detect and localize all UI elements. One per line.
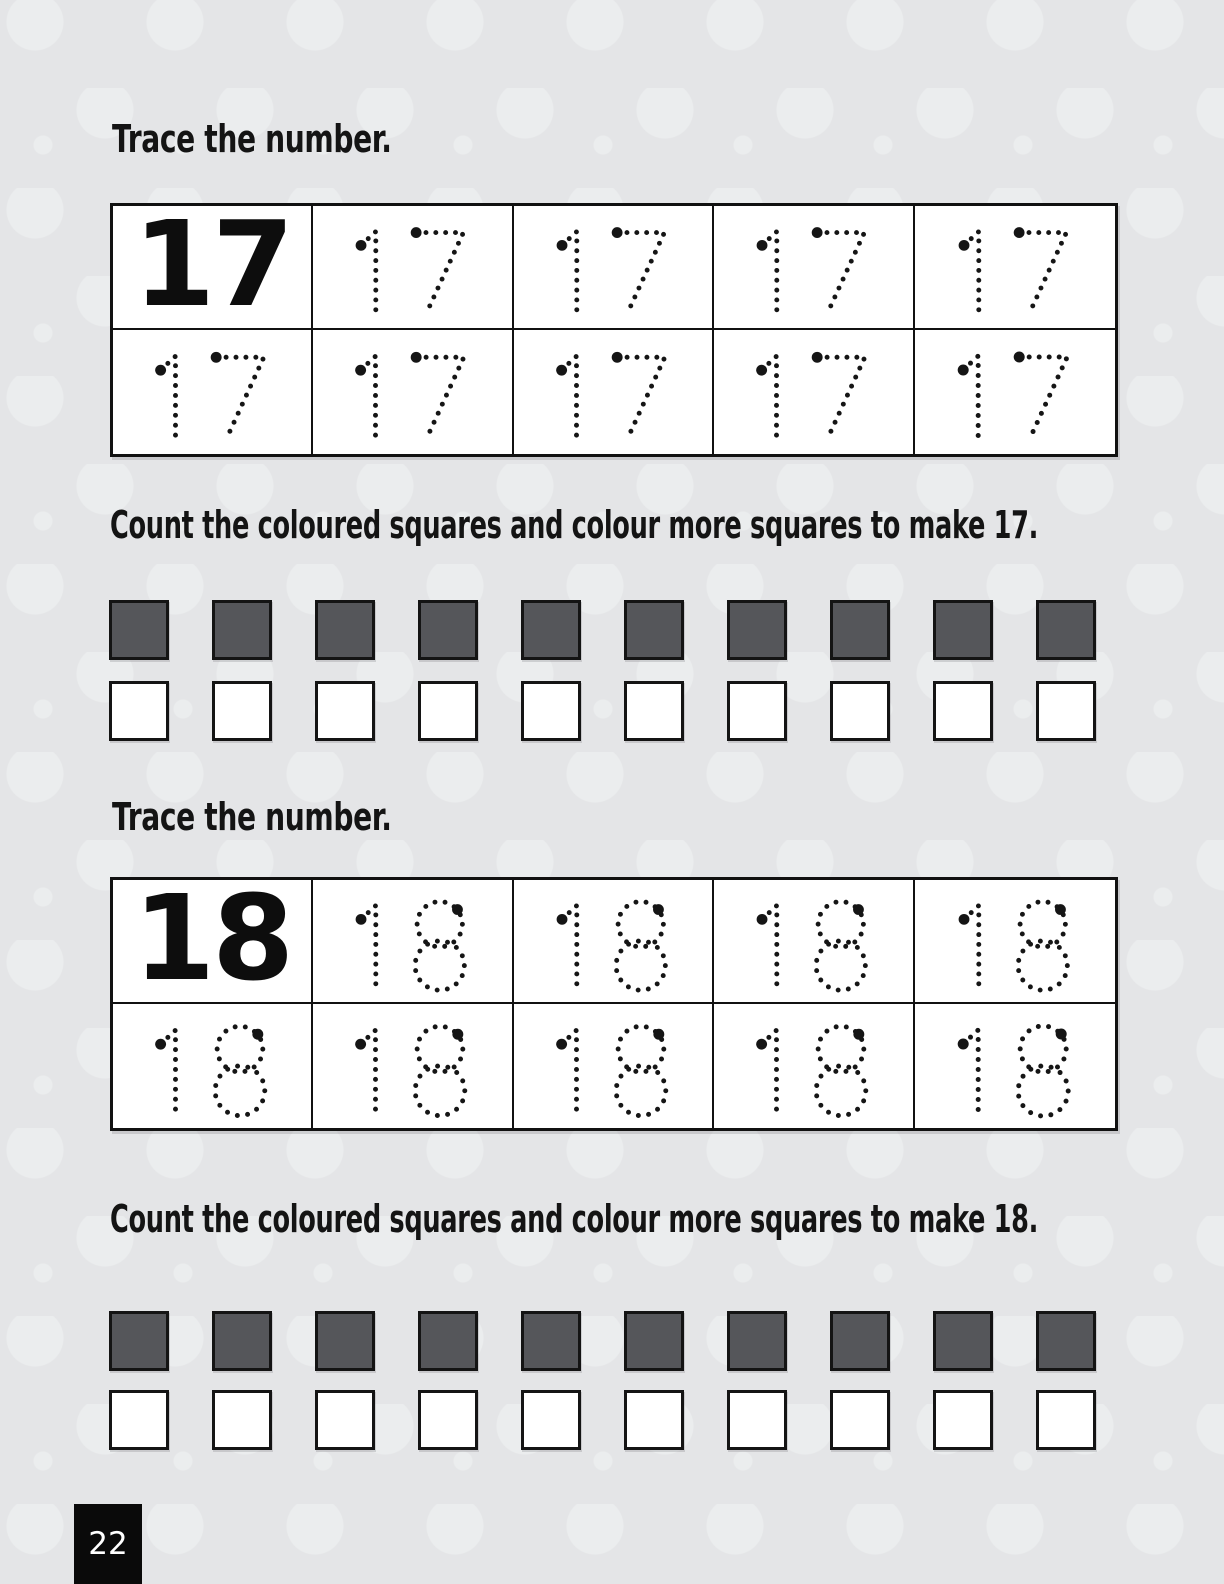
dotted-number-17-glyph: [514, 206, 712, 328]
coloured-square: [212, 600, 272, 660]
coloured-square: [315, 1311, 375, 1371]
coloured-square: [727, 1311, 787, 1371]
dotted-number-18-glyph: [514, 1004, 712, 1128]
coloured-square: [1036, 1311, 1096, 1371]
empty-square: [315, 1390, 375, 1450]
empty-square: [315, 681, 375, 741]
page-number: 22: [88, 1526, 128, 1562]
dotted-trace-cell-17: [313, 330, 513, 454]
dotted-trace-cell-18: [313, 1004, 513, 1128]
trace-grid-17: [110, 203, 1118, 457]
dotted-number-18-glyph: [714, 880, 912, 1002]
coloured-square: [418, 1311, 478, 1371]
empty-square: [727, 1390, 787, 1450]
empty-square: [1036, 681, 1096, 741]
count-heading-18: Count the coloured squares and colour more squares to make 18.: [110, 1197, 1039, 1241]
empty-square: [830, 681, 890, 741]
coloured-square: [212, 1311, 272, 1371]
empty-square: [933, 681, 993, 741]
empty-square: [109, 1390, 169, 1450]
dotted-trace-cell-17: [714, 206, 914, 330]
coloured-square: [624, 600, 684, 660]
filled-squares-row-17: [109, 600, 1096, 660]
coloured-square: [109, 1311, 169, 1371]
dotted-trace-cell-17: [514, 330, 714, 454]
dotted-trace-cell-17: [113, 330, 313, 454]
dotted-trace-cell-18: [514, 880, 714, 1004]
dotted-trace-cell-18: [714, 880, 914, 1004]
dotted-number-18-glyph: [514, 880, 712, 1002]
empty-square: [212, 1390, 272, 1450]
dotted-number-17-glyph: [714, 206, 912, 328]
dotted-number-17-glyph: [714, 330, 912, 454]
empty-squares-row-18: [109, 1390, 1096, 1450]
empty-squares-row-17: [109, 681, 1096, 741]
empty-square: [418, 681, 478, 741]
dotted-trace-cell-18: [113, 1004, 313, 1128]
dotted-trace-cell-17: [915, 206, 1115, 330]
dotted-number-18-glyph: [915, 1004, 1115, 1128]
empty-square: [727, 681, 787, 741]
dotted-number-17-glyph: [915, 206, 1115, 328]
page-number-box: [74, 1504, 142, 1584]
empty-square: [830, 1390, 890, 1450]
empty-square: [624, 1390, 684, 1450]
coloured-square: [418, 600, 478, 660]
dotted-trace-cell-18: [915, 1004, 1115, 1128]
trace-grid-18: [110, 877, 1118, 1131]
trace-heading-17: Trace the number.: [112, 117, 392, 161]
empty-square: [521, 1390, 581, 1450]
empty-square: [933, 1390, 993, 1450]
dotted-number-17-glyph: [113, 330, 311, 454]
dotted-trace-cell-18: [313, 880, 513, 1004]
coloured-square: [727, 600, 787, 660]
dotted-trace-cell-17: [915, 330, 1115, 454]
dotted-number-18-glyph: [113, 1004, 311, 1128]
dotted-number-18-glyph: [313, 880, 511, 1002]
coloured-square: [109, 600, 169, 660]
coloured-square: [315, 600, 375, 660]
coloured-square: [624, 1311, 684, 1371]
dotted-trace-cell-17: [714, 330, 914, 454]
dotted-number-18-glyph: [915, 880, 1115, 1002]
count-heading-17: Count the coloured squares and colour more squares to make 17.: [110, 503, 1039, 547]
empty-square: [109, 681, 169, 741]
filled-squares-row-18: [109, 1311, 1096, 1371]
dotted-number-18-glyph: [313, 1004, 511, 1128]
empty-square: [418, 1390, 478, 1450]
coloured-square: [830, 600, 890, 660]
coloured-square: [521, 1311, 581, 1371]
dotted-number-17-glyph: [915, 330, 1115, 454]
coloured-square: [933, 1311, 993, 1371]
dotted-trace-cell-17: [313, 206, 513, 330]
solid-number-17: 17: [113, 206, 313, 330]
solid-number-18: 18: [113, 880, 313, 1004]
coloured-square: [933, 600, 993, 660]
dotted-number-18-glyph: [714, 1004, 912, 1128]
empty-square: [212, 681, 272, 741]
dotted-trace-cell-17: [514, 206, 714, 330]
dotted-number-17-glyph: [313, 206, 511, 328]
empty-square: [624, 681, 684, 741]
empty-square: [521, 681, 581, 741]
empty-square: [1036, 1390, 1096, 1450]
dotted-number-17-glyph: [514, 330, 712, 454]
dotted-trace-cell-18: [514, 1004, 714, 1128]
coloured-square: [521, 600, 581, 660]
trace-heading-18: Trace the number.: [112, 795, 392, 839]
dotted-number-17-glyph: [313, 330, 511, 454]
dotted-trace-cell-18: [915, 880, 1115, 1004]
dotted-trace-cell-18: [714, 1004, 914, 1128]
coloured-square: [1036, 600, 1096, 660]
coloured-square: [830, 1311, 890, 1371]
